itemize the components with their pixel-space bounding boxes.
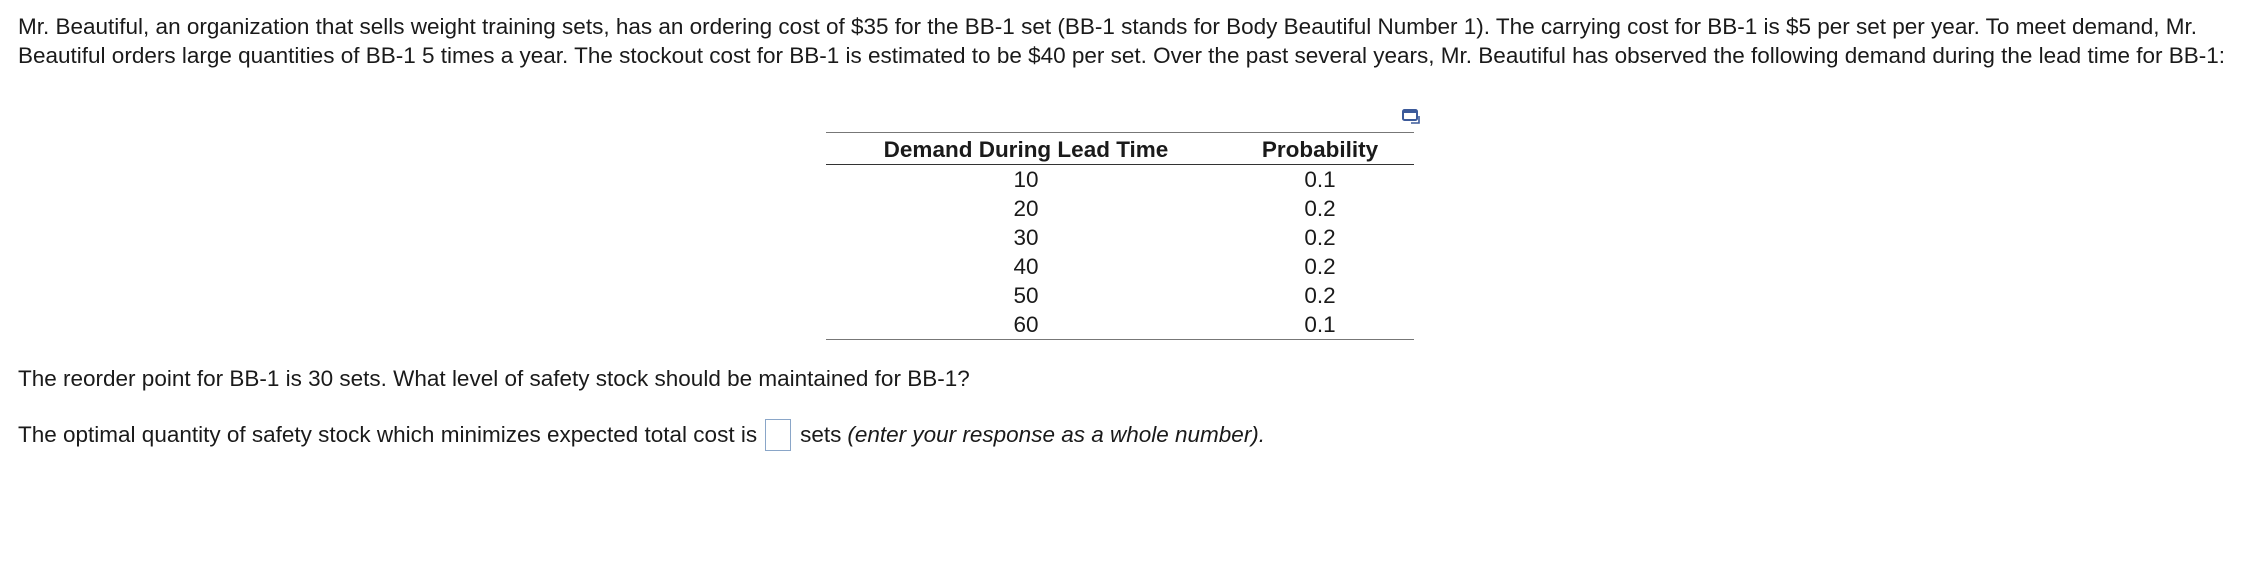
probability-cell: 0.2	[1304, 254, 1336, 279]
table-row	[826, 281, 1414, 310]
demand-cell: 20	[1013, 196, 1039, 221]
probability-cell: 0.2	[1304, 196, 1336, 221]
demand-probability-table	[826, 132, 1414, 340]
answer-suffix: sets	[800, 422, 842, 447]
demand-cell: 50	[1013, 283, 1039, 308]
demand-table-container	[826, 132, 1414, 340]
table-row	[826, 165, 1414, 195]
table-header-row	[826, 133, 1414, 165]
table-row	[826, 310, 1414, 340]
answer-prefix: The optimal quantity of safety stock which minimizes expected total cost is	[18, 422, 758, 447]
demand-column-header: Demand During Lead Time	[826, 133, 1226, 165]
table-row	[826, 194, 1414, 223]
demand-cell: 30	[1013, 225, 1039, 250]
answer-line	[18, 418, 1265, 452]
table-row	[826, 252, 1414, 281]
demand-cell: 60	[826, 310, 1226, 340]
probability-cell: 0.1	[1226, 310, 1414, 340]
probability-cell: 0.2	[1304, 225, 1336, 250]
safety-stock-answer-input[interactable]	[765, 419, 791, 451]
demand-cell: 10	[1013, 167, 1039, 192]
copy-table-icon[interactable]	[1402, 108, 1422, 126]
probability-cell: 0.2	[1304, 283, 1336, 308]
probability-cell: 0.1	[1304, 167, 1336, 192]
problem-statement: Mr. Beautiful, an organization that sells weight training sets, has an ordering cost of $35 for the BB-1 set (BB-1 stands for Body Beautiful Number 1). The carrying cost for BB-1 is $5 per set per year. To meet demand, Mr. Beautiful orders large quantities of BB-1 5 times a year. The stockout cost for BB-1 is estimated to be $40 per set. Over the past several years, Mr. Beautiful has observed the following demand during the lead time for BB-1:	[18, 14, 2225, 68]
demand-cell: 40	[1013, 254, 1039, 279]
probability-column-header: Probability	[1226, 133, 1414, 165]
table-row	[826, 223, 1414, 252]
question-text: The reorder point for BB-1 is 30 sets. What level of safety stock should be maintained for BB-1?	[18, 366, 970, 391]
answer-hint: (enter your response as a whole number).	[847, 422, 1266, 447]
